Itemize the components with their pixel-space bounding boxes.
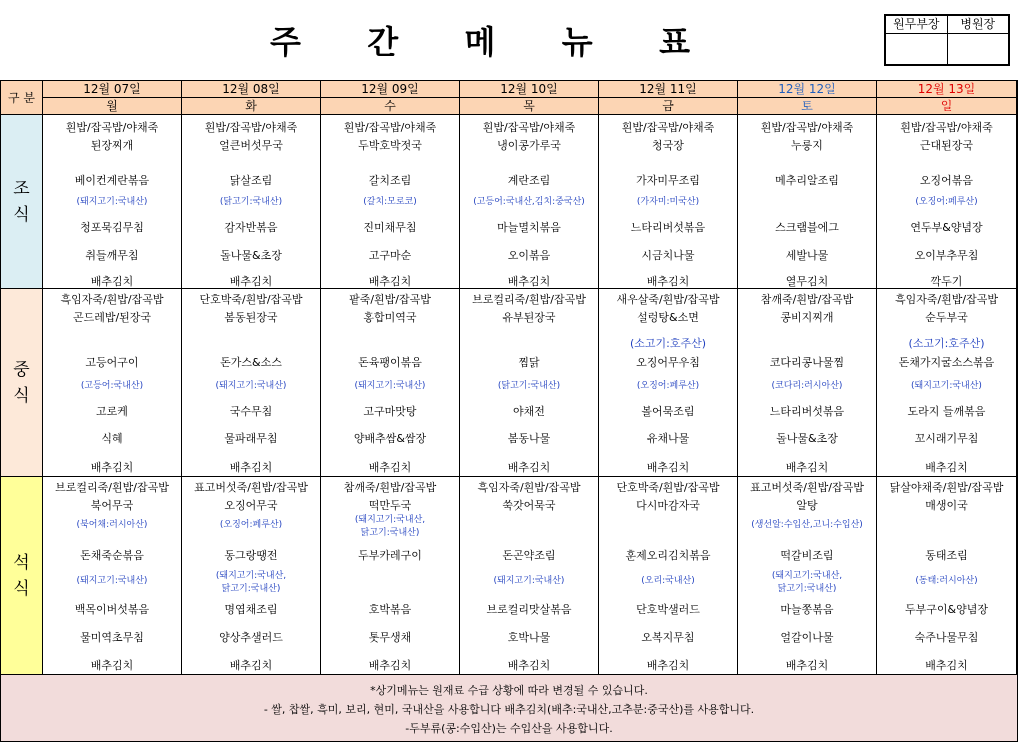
footer-line: - 쌀, 찹쌀, 흑미, 보리, 현미, 국내산을 사용합니다 배추김치(배추:국내산,고추분:중국산)를 사용합니다. (263, 703, 755, 716)
origin-note: (돼지고기:국내산) (76, 576, 148, 586)
origin-note: (오징어:페루산) (636, 381, 700, 391)
menu-item: 돈가스&소스 (220, 356, 282, 369)
menu-item: 호박나물 (507, 631, 551, 644)
menu-item: 명엽채조림 (224, 603, 278, 616)
origin-note: (고등어:국내산,김치:중국산) (473, 197, 585, 207)
menu-item: 두박호박젓국 (358, 139, 422, 152)
day-date: 12월 08일 (182, 81, 320, 98)
menu-item: 갈치조림 (368, 174, 412, 187)
menu-item: 숙주나물무침 (914, 631, 979, 644)
menu-item: 설렁탕&소면 (637, 311, 699, 324)
menu-item: 훈제오리김치볶음 (625, 549, 711, 562)
origin-note: (생선알:수입산,고니:수입산) (751, 520, 863, 530)
menu-item: 취들깨무침 (85, 249, 139, 262)
menu-item: 유채나물 (646, 432, 690, 445)
meal-label-char: 식 (13, 385, 30, 406)
menu-item: 베이컨계란볶음 (74, 174, 150, 187)
menu-item: 감자반볶음 (224, 221, 278, 234)
menu-item: 돈채가지굴소스볶음 (898, 356, 995, 369)
menu-item: 배추김치 (507, 275, 551, 288)
menu-item: 돈육팽이볶음 (358, 356, 422, 369)
menu-item: 배추김치 (785, 461, 829, 474)
menu-item: 배추김치 (507, 659, 551, 672)
title-char: 뉴 (561, 23, 593, 61)
menu-cell (321, 477, 460, 675)
menu-item: 배추김치 (90, 659, 134, 672)
menu-item: 스크램블에그 (775, 221, 839, 234)
menu-table (0, 80, 1018, 742)
title-char: 표 (659, 23, 690, 61)
approval-label-left: 원무부장 (886, 16, 948, 33)
menu-item: 동그랑땡전 (224, 549, 278, 562)
menu-item: 흑임자죽/흰밥/잡곡밥 (894, 293, 999, 306)
menu-item: 배추김치 (646, 461, 690, 474)
meal-label-char: 중 (13, 359, 30, 380)
origin-note: (닭고기:국내산) (497, 381, 561, 391)
origin-note: (돼지고기:국내산) (911, 381, 982, 391)
menu-item: 콩비지찌개 (780, 311, 834, 324)
day-header (43, 81, 182, 115)
menu-item: 백목이버섯볶음 (74, 603, 150, 616)
menu-item: 청포묵김무침 (80, 221, 144, 234)
origin-note: (닭고기:국내산) (219, 197, 283, 207)
meal-label-char: 식 (13, 204, 30, 225)
menu-item: 흰밥/잡곡밥/야채죽 (900, 121, 993, 134)
day-weekday: 일 (940, 99, 953, 113)
origin-note: (고등어:국내산) (80, 381, 144, 391)
menu-item: 오징어무우침 (636, 356, 700, 369)
menu-item: 코다리콩나물찜 (769, 356, 845, 369)
origin-note: (오리:국내산) (641, 576, 695, 586)
title-char: 간 (367, 23, 399, 61)
menu-cell (460, 477, 599, 675)
menu-item: 오이부추무침 (914, 249, 979, 262)
menu-item: 배추김치 (646, 659, 690, 672)
menu-item: 배추김치 (925, 659, 968, 672)
menu-item: 된장찌개 (90, 139, 134, 152)
menu-cell (182, 289, 321, 477)
menu-cell (321, 115, 460, 289)
menu-item: 배추김치 (368, 659, 412, 672)
origin-note: (돼지고기:국내산) (493, 576, 565, 586)
day-weekday: 금 (662, 99, 674, 113)
menu-item: 배추김치 (368, 461, 412, 474)
menu-cell (599, 115, 738, 289)
day-date: 12월 10일 (460, 81, 598, 98)
menu-item: 단호박죽/흰밥/잡곡밥 (616, 481, 720, 494)
day-weekday: 토 (801, 99, 813, 113)
menu-item: 흰밥/잡곡밥/야채죽 (482, 121, 576, 134)
menu-item: 새우살죽/흰밥/잡곡밥 (616, 293, 720, 306)
menu-item: 참깨죽/흰밥/잡곡밥 (343, 481, 437, 494)
approval-sign-right (948, 34, 1009, 65)
approval-box (884, 14, 1010, 66)
day-header (182, 81, 321, 115)
menu-item: 흰밥/잡곡밥/야채죽 (621, 121, 715, 134)
menu-cell (460, 289, 599, 477)
menu-cell (738, 477, 877, 675)
menu-item: 돌나물&초장 (776, 432, 838, 445)
meal-label (1, 289, 43, 477)
menu-cell (43, 289, 182, 477)
menu-item: 배추김치 (507, 461, 551, 474)
origin-note: (오징어:페루산) (915, 197, 978, 207)
menu-item: 얼갈이나물 (780, 631, 834, 644)
menu-item: 열무김치 (785, 275, 829, 288)
menu-item: 흑임자죽/흰밥/잡곡밥 (477, 481, 581, 494)
menu-item: 오징어무국 (224, 499, 278, 512)
menu-item: 누룽지 (791, 139, 823, 152)
menu-item: 배추김치 (90, 461, 134, 474)
menu-cell (460, 115, 599, 289)
menu-item: 배추김치 (925, 461, 968, 474)
menu-item: 두부카레구이 (358, 549, 422, 562)
menu-item: 흑임자죽/흰밥/잡곡밥 (60, 293, 164, 306)
menu-item: 두부구이&양념장 (905, 603, 988, 616)
menu-item: 톳무생채 (368, 631, 412, 644)
footer-notes (1, 675, 1017, 741)
menu-item: 봄동된장국 (224, 311, 278, 324)
title-char: 메 (464, 23, 496, 61)
origin-note: (소고기:호주산) (629, 337, 707, 350)
menu-item: 느타리버섯볶음 (769, 405, 845, 418)
menu-item: 단호박죽/흰밥/잡곡밥 (199, 293, 303, 306)
menu-item: 꼬시래기무침 (914, 432, 979, 445)
menu-item: 단호박샐러드 (636, 603, 700, 616)
menu-item: 배추김치 (229, 659, 273, 672)
menu-item: 봄동나물 (507, 432, 551, 445)
menu-item: 마늘멸치볶음 (497, 221, 561, 234)
menu-item: 얼큰버섯무국 (219, 139, 283, 152)
origin-note: (돼지고기:국내산) (215, 381, 287, 391)
menu-item: 떡만두국 (368, 499, 412, 512)
origin-note: (돼지고기:국내산, 닭고기:국내산) (771, 571, 843, 594)
menu-item: 고등어구이 (85, 356, 139, 369)
origin-note: (동태:러시아산) (915, 576, 978, 586)
menu-item: 물미역초무침 (80, 631, 144, 644)
menu-cell (738, 115, 877, 289)
origin-note: (돼지고기:국내산, 닭고기:국내산) (354, 515, 426, 538)
menu-item: 쑥갓어묵국 (502, 499, 556, 512)
menu-item: 배추김치 (229, 461, 273, 474)
origin-note: (오징어:페루산) (219, 520, 283, 530)
menu-item: 오이볶음 (507, 249, 551, 262)
origin-note: (돼지고기:국내산) (76, 197, 148, 207)
menu-item: 식혜 (101, 432, 123, 445)
menu-item: 세발나물 (785, 249, 829, 262)
menu-item: 마늘쫑볶음 (780, 603, 834, 616)
menu-item: 찜닭 (518, 356, 540, 369)
menu-cell (43, 115, 182, 289)
menu-item: 물파래무침 (224, 432, 278, 445)
menu-item: 진미채무침 (363, 221, 417, 234)
menu-item: 돌나물&초장 (220, 249, 282, 262)
menu-item: 유부된장국 (502, 311, 556, 324)
menu-item: 브로컬리맛살볶음 (486, 603, 572, 616)
day-date: 12월 09일 (321, 81, 459, 98)
menu-item: 표고버섯죽/흰밥/잡곡밥 (194, 481, 308, 494)
menu-cell (599, 477, 738, 675)
menu-item: 계란조림 (507, 174, 551, 187)
approval-label-right: 병원장 (960, 17, 996, 31)
menu-item: 고구마순 (368, 249, 412, 262)
menu-cell (321, 289, 460, 477)
menu-item: 배추김치 (785, 659, 829, 672)
day-header (738, 81, 877, 115)
day-date: 12월 11일 (599, 81, 737, 98)
menu-item: 북어무국 (90, 499, 134, 512)
menu-cell (877, 289, 1017, 477)
menu-item: 느타리버섯볶음 (630, 221, 706, 234)
menu-item: 배추김치 (229, 275, 273, 288)
menu-cell (877, 477, 1017, 675)
day-header (877, 81, 1017, 115)
menu-item: 돈곤약조림 (502, 549, 556, 562)
menu-item: 볼어묵조림 (641, 405, 695, 418)
footer-line: -두부류(콩:수입산)는 수입산을 사용합니다. (405, 722, 613, 735)
menu-item: 브로컬리죽/흰밥/잡곡밥 (472, 293, 586, 306)
menu-item: 배추김치 (90, 275, 134, 288)
origin-note: (돼지고기:국내산) (354, 381, 426, 391)
meal-label-char: 조 (13, 178, 30, 199)
meal-label (1, 477, 43, 675)
menu-cell (599, 289, 738, 477)
menu-cell (877, 115, 1017, 289)
menu-cell (182, 477, 321, 675)
menu-item: 청국장 (652, 139, 684, 152)
menu-item: 국수무침 (229, 405, 273, 418)
menu-item: 다시마감자국 (636, 499, 700, 512)
menu-item: 동태조림 (925, 549, 968, 562)
origin-note: (돼지고기:국내산, 닭고기:국내산) (215, 571, 287, 594)
day-date: 12월 07일 (43, 81, 181, 98)
menu-item: 순두부국 (925, 311, 968, 324)
day-weekday: 목 (523, 99, 535, 113)
menu-item: 호박볶음 (368, 603, 412, 616)
menu-item: 배추김치 (646, 275, 690, 288)
menu-item: 냉이콩가루국 (497, 139, 561, 152)
menu-item: 가자미무조림 (636, 174, 700, 187)
menu-item: 곤드레밥/된장국 (72, 311, 152, 324)
origin-note: (소고기:호주산) (908, 337, 985, 350)
day-weekday: 수 (384, 99, 396, 113)
menu-item: 고구마맛탕 (363, 405, 417, 418)
menu-cell (43, 477, 182, 675)
meal-label (1, 115, 43, 289)
meal-label-char: 식 (13, 578, 30, 599)
page-title (270, 20, 690, 60)
meal-label-char: 석 (13, 552, 30, 573)
menu-item: 흰밥/잡곡밥/야채죽 (343, 121, 437, 134)
origin-note: (북어채:러시아산) (76, 520, 148, 530)
menu-item: 알탕 (796, 499, 818, 512)
day-weekday: 화 (245, 99, 257, 113)
menu-cell (738, 289, 877, 477)
footer-line: *상기메뉴는 원재료 수급 상황에 따라 변경될 수 있습니다. (370, 684, 648, 697)
header-label: 구 분 (1, 81, 43, 115)
menu-item: 도라지 들깨볶음 (907, 405, 986, 418)
menu-item: 표고버섯죽/흰밥/잡곡밥 (750, 481, 864, 494)
menu-item: 근대된장국 (919, 139, 974, 152)
menu-item: 흰밥/잡곡밥/야채죽 (204, 121, 298, 134)
origin-note: (가자미:미국산) (636, 197, 700, 207)
menu-item: 오복지무침 (641, 631, 695, 644)
menu-item: 홍합미역국 (363, 311, 417, 324)
menu-item: 고로케 (96, 405, 128, 418)
menu-item: 닭살야채죽/흰밥/잡곡밥 (889, 481, 1004, 494)
day-header (460, 81, 599, 115)
day-date: 12월 12일 (738, 81, 876, 98)
menu-cell (182, 115, 321, 289)
menu-item: 양상추샐러드 (219, 631, 283, 644)
approval-sign-left (886, 34, 948, 65)
menu-item: 흰밥/잡곡밥/야채죽 (65, 121, 159, 134)
menu-item: 브로컬리죽/흰밥/잡곡밥 (55, 481, 169, 494)
day-header (321, 81, 460, 115)
menu-item: 돈채죽순볶음 (80, 549, 144, 562)
origin-note: (갈치:모로코) (363, 197, 417, 207)
title-char: 주 (270, 23, 301, 61)
menu-item: 떡갈비조림 (780, 549, 834, 562)
menu-item: 연두부&양념장 (910, 221, 983, 234)
menu-item: 메추리알조림 (775, 174, 839, 187)
menu-item: 참깨죽/흰밥/잡곡밥 (760, 293, 854, 306)
menu-item: 시금치나물 (641, 249, 695, 262)
day-weekday: 월 (106, 99, 118, 113)
menu-item: 야채전 (513, 405, 545, 418)
menu-item: 흰밥/잡곡밥/야채죽 (760, 121, 854, 134)
menu-item: 깍두기 (930, 275, 963, 288)
menu-item: 양배추쌈&쌈장 (353, 432, 427, 445)
menu-item: 배추김치 (368, 275, 412, 288)
menu-item: 팥죽/흰밥/잡곡밥 (349, 293, 431, 306)
origin-note: (코다리:러시아산) (771, 381, 843, 391)
day-date: 12월 13일 (877, 81, 1016, 98)
menu-item: 오징어볶음 (919, 174, 974, 187)
menu-item: 매생이국 (925, 499, 968, 512)
day-header (599, 81, 738, 115)
menu-item: 닭살조림 (229, 174, 273, 187)
